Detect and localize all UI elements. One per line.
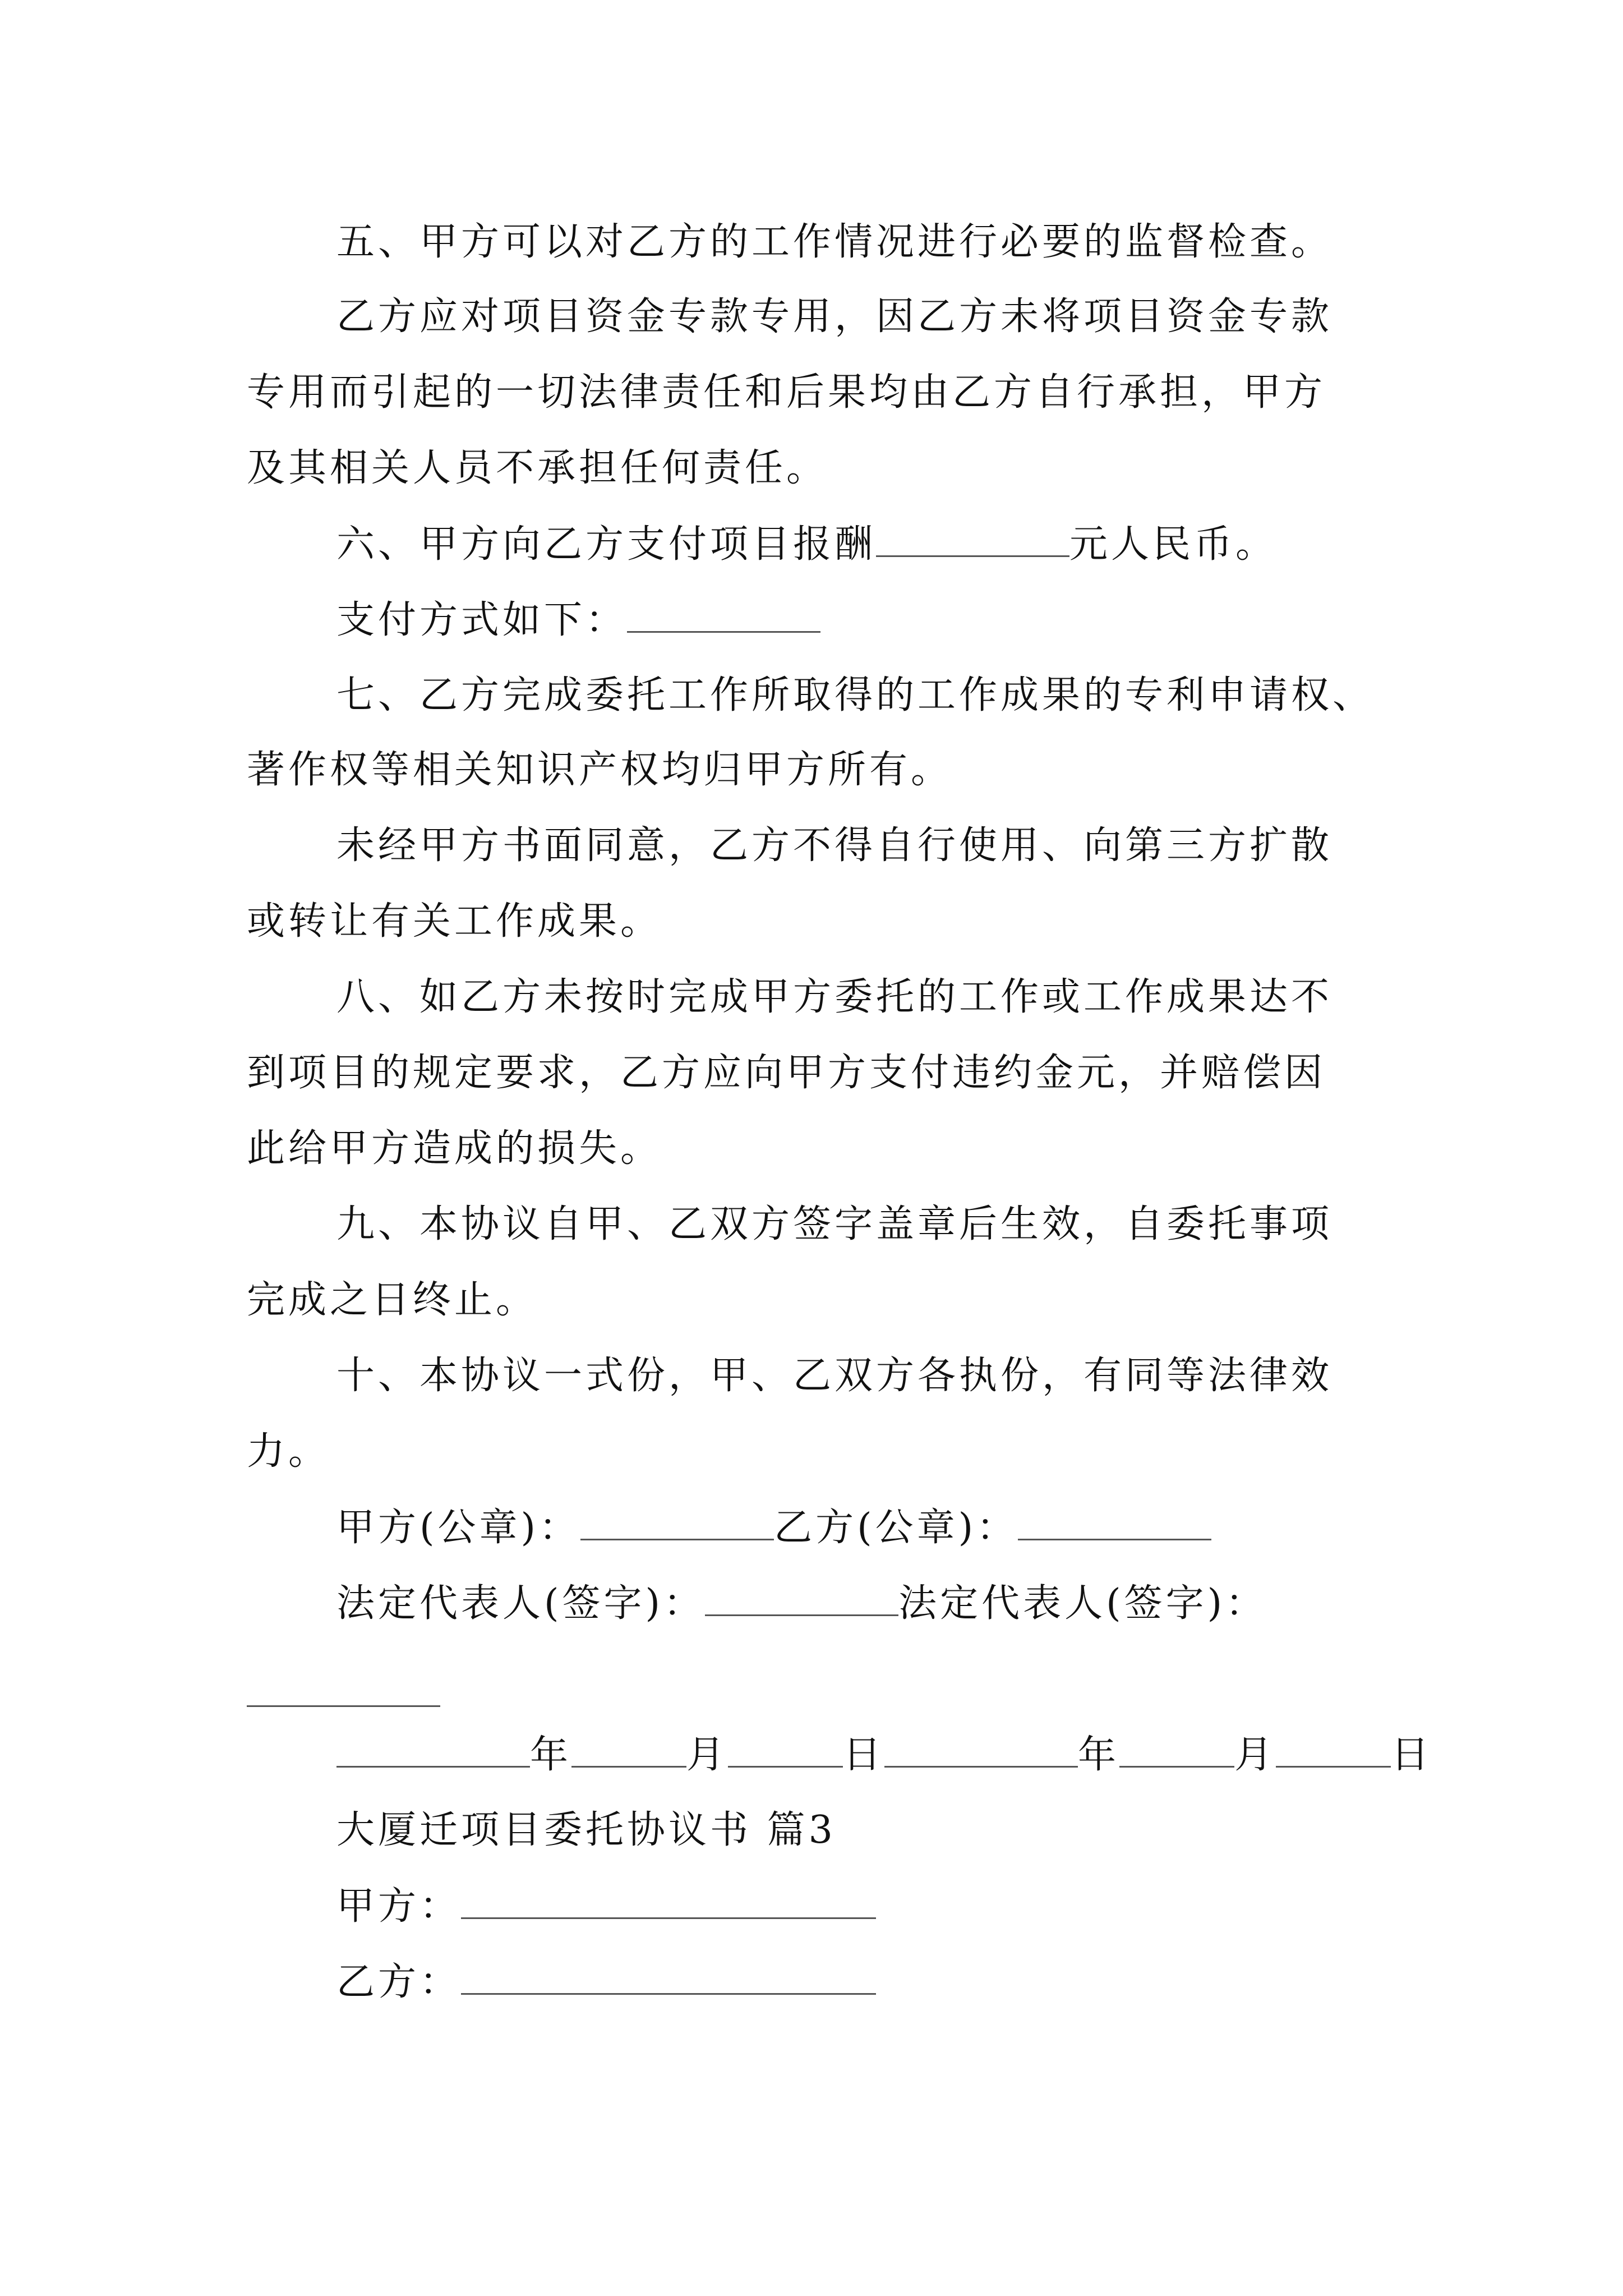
clause-7-paragraph-2-line-2: 或转让有关工作成果。: [247, 899, 662, 944]
party-b-seal-label: 乙方(公章)：: [774, 1506, 1018, 1550]
remuneration-blank: [876, 522, 1069, 557]
party-b-day-label: 日: [1391, 1733, 1433, 1777]
party-b-blank: [461, 1959, 876, 1995]
legal-representative-line: [336, 1581, 1267, 1626]
party-b-month-label: 月: [1234, 1733, 1276, 1777]
party-a-seal-label: 甲方(公章)：: [336, 1506, 581, 1550]
clause-9-line-2: 完成之日终止。: [247, 1278, 538, 1322]
date-line: [336, 1732, 1432, 1778]
payment-method-blank: [627, 597, 820, 633]
clause-5-paragraph-2-line-1: 乙方应对项目资金专款专用，因乙方未将项目资金专款: [336, 295, 1333, 339]
party-a-year-blank: [336, 1732, 530, 1768]
clause-6-suffix: 元人民币。: [1069, 522, 1278, 567]
next-agreement-title: 大厦迁项目委托协议书 篇3: [336, 1808, 836, 1852]
party-a-seal-blank: [580, 1505, 774, 1540]
party-a-month-blank: [571, 1732, 686, 1768]
clause-5-paragraph-2-line-2: 专用而引起的一切法律责任和后果均由乙方自行承担，甲方: [247, 370, 1326, 415]
party-a-legal-rep-label: 法定代表人(签字)：: [336, 1581, 706, 1626]
clause-7-line-2: 著作权等相关知识产权均归甲方所有。: [247, 748, 953, 792]
party-b-legal-rep-label: 法定代表人(签字)：: [898, 1581, 1267, 1626]
party-b-line: [336, 1959, 876, 2005]
clause-10-line-1: 十、本协议一式份，甲、乙双方各执份，有同等法律效: [336, 1354, 1333, 1398]
clause-8-line-2: 到项目的规定要求，乙方应向甲方支付违约金元，并赔偿因: [247, 1051, 1326, 1095]
party-b-label: 乙方：: [336, 1960, 462, 2004]
party-a-year-label: 年: [530, 1733, 572, 1777]
party-b-seal-blank: [1018, 1505, 1211, 1540]
payment-method-label: 支付方式如下：: [336, 598, 628, 642]
seal-line: [336, 1505, 1211, 1550]
clause-6-prefix: 六、甲方向乙方支付项目报酬: [336, 522, 877, 567]
party-a-legal-rep-blank: [705, 1581, 898, 1616]
party-b-year-label: 年: [1078, 1733, 1120, 1777]
clause-7-line-1: 七、乙方完成委托工作所取得的工作成果的专利申请权、: [336, 673, 1375, 717]
clause-5-paragraph-2-line-3: 及其相关人员不承担任何责任。: [247, 446, 828, 490]
clause-9-line-1: 九、本协议自甲、乙双方签字盖章后生效，自委托事项: [336, 1202, 1333, 1246]
party-a-day-label: 日: [843, 1733, 885, 1777]
party-a-label: 甲方：: [336, 1884, 462, 1929]
clause-10-line-2: 力。: [247, 1429, 330, 1474]
party-b-legal-rep-blank: [247, 1705, 440, 1707]
clause-8-line-3: 此给甲方造成的损失。: [247, 1126, 662, 1171]
party-a-month-label: 月: [686, 1733, 728, 1777]
clause-6: [336, 522, 1277, 567]
party-a-blank: [461, 1884, 876, 1919]
clause-8-line-1: 八、如乙方未按时完成甲方委托的工作或工作成果达不: [336, 975, 1333, 1019]
party-b-day-blank: [1276, 1732, 1391, 1768]
clause-7-paragraph-2-line-1: 未经甲方书面同意，乙方不得自行使用、向第三方扩散: [336, 823, 1333, 868]
party-b-month-blank: [1119, 1732, 1234, 1768]
clause-5: 五、甲方可以对乙方的工作情况进行必要的监督检查。: [336, 220, 1333, 264]
party-b-year-blank: [884, 1732, 1078, 1768]
payment-method: [336, 597, 820, 643]
party-a-line: [336, 1884, 876, 1929]
party-a-day-blank: [728, 1732, 843, 1768]
